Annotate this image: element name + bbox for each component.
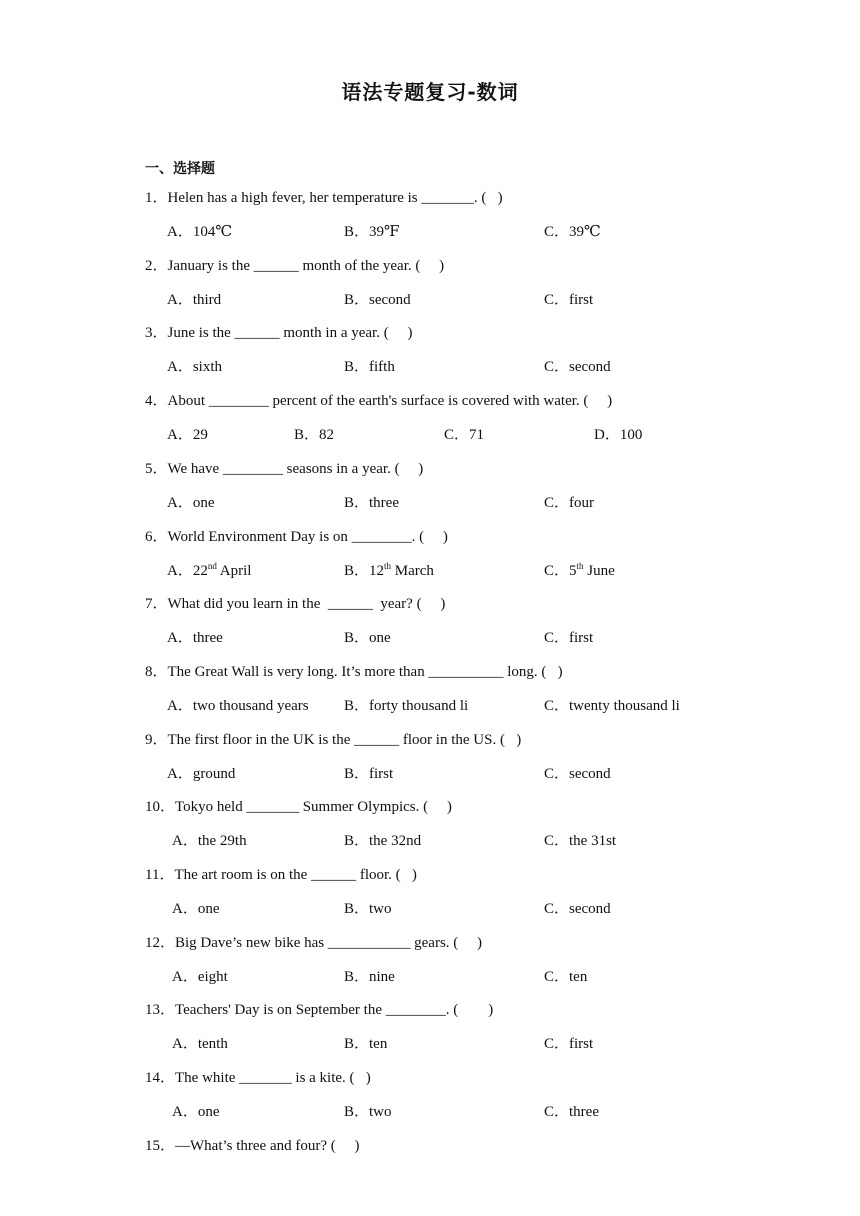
option-text: B．39℉ <box>344 224 400 240</box>
option-text: B．nine <box>344 968 395 985</box>
option-text: C．second <box>544 359 611 376</box>
answer-option[interactable] <box>594 423 642 444</box>
question-text: 11．The art room is on the ______ floor. ( ) <box>145 867 417 883</box>
answer-option[interactable] <box>344 965 395 986</box>
option-superscript: nd <box>207 560 217 571</box>
answer-option[interactable] <box>167 491 215 512</box>
option-text: C．three <box>544 1104 599 1121</box>
option-superscript: th <box>576 560 584 571</box>
answer-option[interactable] <box>167 355 222 376</box>
answer-option[interactable] <box>344 220 400 241</box>
answer-option[interactable] <box>167 762 235 783</box>
option-text: A．22 <box>167 562 208 579</box>
page-title: 语法专题复习-数词 <box>341 80 519 104</box>
answer-option[interactable] <box>544 897 611 918</box>
answer-option[interactable] <box>344 559 434 580</box>
answer-option[interactable] <box>544 1032 593 1053</box>
option-text: C．second <box>544 901 611 917</box>
question-text: 6．World Environment Day is on ________. ( ) <box>145 528 448 545</box>
question-text: 8．The Great Wall is very long. It’s more than __________ long. ( ) <box>145 663 563 680</box>
answer-option[interactable] <box>544 491 594 512</box>
option-text: C．71 <box>444 427 485 444</box>
question-text: 7．What did you learn in the ______ year? ( ) <box>145 596 446 613</box>
answer-option[interactable] <box>344 1100 392 1121</box>
option-text: C．ten <box>544 968 588 985</box>
question-text: 9．The first floor in the UK is the ______ floor in the US. ( ) <box>145 731 522 748</box>
option-text: B．two <box>344 901 392 917</box>
answer-option[interactable] <box>294 423 334 444</box>
option-text: C．first <box>544 291 594 308</box>
answer-option[interactable] <box>544 355 611 376</box>
answer-option[interactable] <box>344 762 393 783</box>
option-text: B．ten <box>344 1036 388 1053</box>
answer-option[interactable] <box>344 694 468 715</box>
option-text: B．forty thousand li <box>344 697 469 714</box>
answer-option[interactable] <box>167 559 251 580</box>
option-text: C．first <box>544 1036 594 1053</box>
option-text: C．second <box>544 765 611 782</box>
answer-option[interactable] <box>544 694 680 715</box>
option-text: B．12 <box>344 562 385 579</box>
option-text: B．the 32nd <box>344 833 422 850</box>
option-text: A．104℃ <box>167 224 233 240</box>
option-text: A．one <box>172 901 220 917</box>
answer-option[interactable] <box>544 762 611 783</box>
option-text: A．one <box>172 1104 220 1121</box>
option-text: C．5 <box>544 562 577 579</box>
answer-option[interactable] <box>544 288 593 309</box>
option-text: B．second <box>344 291 411 308</box>
option-text: B．two <box>344 1104 392 1121</box>
answer-option[interactable] <box>167 220 232 241</box>
answer-option[interactable] <box>167 694 309 715</box>
option-text: C．the 31st <box>544 833 617 850</box>
question-text: 2．January is the ______ month of the year. ( ) <box>145 257 445 274</box>
answer-option[interactable] <box>544 829 616 850</box>
option-text: C．first <box>544 630 594 647</box>
answer-option[interactable] <box>172 829 247 850</box>
question-text: 14．The white _______ is a kite. ( ) <box>145 1070 371 1087</box>
option-suffix: March <box>391 562 434 579</box>
answer-option[interactable] <box>344 829 421 850</box>
option-suffix: April <box>216 562 252 579</box>
option-superscript: th <box>384 560 392 571</box>
option-text: A．eight <box>172 968 228 985</box>
option-text: B．82 <box>294 427 335 444</box>
section-heading: 一、选择题 <box>145 161 215 177</box>
question-text: 4．About ________ percent of the earth's surface is covered with water. ( ) <box>145 393 613 410</box>
option-text: A．ground <box>167 765 236 782</box>
answer-option[interactable] <box>544 1100 599 1121</box>
answer-option[interactable] <box>544 220 601 241</box>
answer-option[interactable] <box>167 423 208 444</box>
option-text: B．three <box>344 494 399 511</box>
question-text: 5．We have ________ seasons in a year. ( ) <box>145 460 424 477</box>
answer-option[interactable] <box>544 965 587 986</box>
answer-option[interactable] <box>344 626 391 647</box>
answer-option[interactable] <box>172 897 220 918</box>
question-text: 13．Teachers' Day is on September the ________. ( ) <box>145 1002 494 1019</box>
option-text: C．twenty thousand li <box>544 697 680 714</box>
question-text: 15．—What’s three and four? ( ) <box>145 1137 360 1154</box>
option-text: A．sixth <box>167 359 223 376</box>
answer-option[interactable] <box>544 559 615 580</box>
option-text: A．one <box>167 494 215 511</box>
option-text: A．the 29th <box>172 833 247 850</box>
option-text: B．one <box>344 630 391 647</box>
option-text: A．two thousand years <box>167 697 309 714</box>
answer-option[interactable] <box>344 1032 387 1053</box>
answer-option[interactable] <box>172 965 228 986</box>
option-text: A．three <box>167 630 223 647</box>
question-text: 1．Helen has a high fever, her temperature is _______. ( ) <box>145 190 503 206</box>
answer-option[interactable] <box>444 423 484 444</box>
option-text: B．first <box>344 765 394 782</box>
question-text: 12．Big Dave’s new bike has ___________ gears. ( ) <box>145 934 483 951</box>
answer-option[interactable] <box>167 626 223 647</box>
option-text: A．tenth <box>172 1036 228 1053</box>
answer-option[interactable] <box>344 491 399 512</box>
option-text: A．29 <box>167 427 208 444</box>
answer-option[interactable] <box>172 1100 220 1121</box>
option-text: D．100 <box>594 427 643 444</box>
answer-option[interactable] <box>344 897 392 918</box>
option-text: A．third <box>167 291 222 308</box>
question-text: 3．June is the ______ month in a year. ( ) <box>145 325 413 342</box>
option-text: C．four <box>544 494 594 511</box>
question-text: 10．Tokyo held _______ Summer Olympics. ( ) <box>145 799 452 816</box>
answer-option[interactable] <box>344 355 395 376</box>
answer-option[interactable] <box>544 626 593 647</box>
answer-option[interactable] <box>167 288 221 309</box>
answer-option[interactable] <box>172 1032 228 1053</box>
option-text: B．fifth <box>344 359 395 376</box>
answer-option[interactable] <box>344 288 411 309</box>
option-suffix: June <box>583 562 615 579</box>
option-text: C．39℃ <box>544 224 601 240</box>
